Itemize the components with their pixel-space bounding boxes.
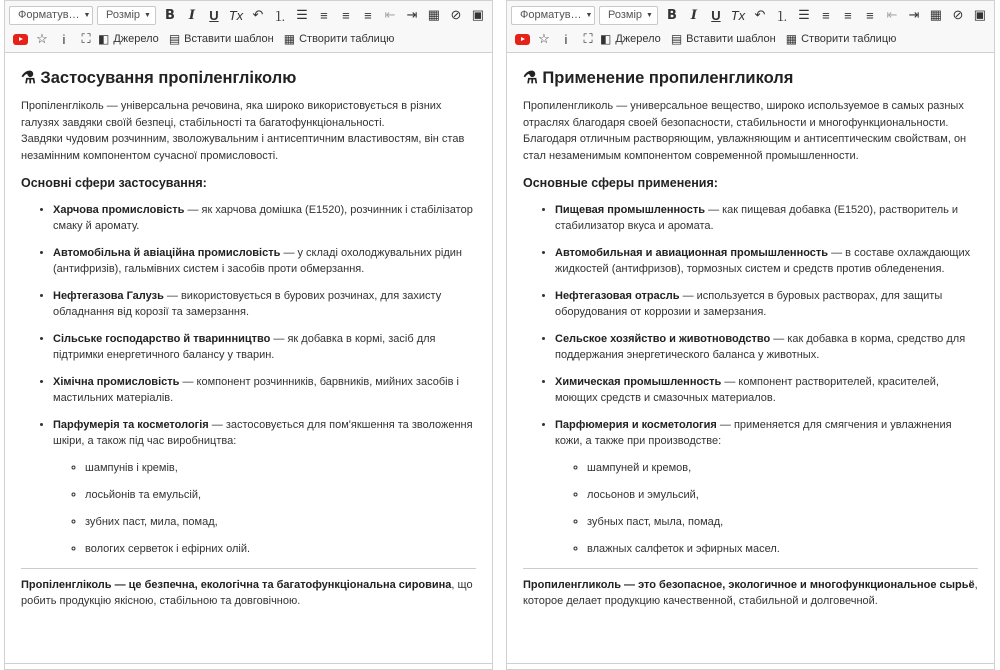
create-table-label: Створити таблицю <box>801 33 897 45</box>
image-button[interactable]: ▣ <box>973 7 987 22</box>
intro-line: Завдяки чудовим розчинним, зволожувальним і антисептичним властивостям, він став незамінним компонентом сучасної промисловості. <box>21 133 465 162</box>
bullet-list-button[interactable]: ☰ <box>798 7 810 22</box>
size-dropdown-label: Розмір <box>608 9 643 21</box>
application-list <box>21 202 476 558</box>
template-icon: ▤ <box>168 32 181 46</box>
sub-list-item: ◦ шампунів і кремів, <box>85 460 476 477</box>
table-button[interactable]: ▦ <box>929 7 943 22</box>
list-item: • Нефтегазовая отрасль — используется в буровых растворах, для защиты оборудования от коррозии и замерзания. <box>555 288 978 321</box>
sub-list <box>555 460 978 558</box>
size-dropdown[interactable] <box>97 6 156 25</box>
image-button[interactable]: ▣ <box>471 7 485 22</box>
divider <box>21 568 476 569</box>
source-label: Джерело <box>113 33 159 45</box>
bold-button[interactable]: B <box>164 7 175 23</box>
info-icon[interactable]: i <box>62 31 66 47</box>
list-item: • Сельское хозяйство и животноводство — как добавка в корма, средство для поддержания энергетического баланса у животных. <box>555 331 978 364</box>
template-label: Вставити шаблон <box>686 33 776 45</box>
align-right-button[interactable]: ≡ <box>364 7 372 23</box>
sub-list-item: ◦ вологих серветок і ефірних олій. <box>85 541 476 558</box>
align-left-button[interactable]: ≡ <box>320 7 328 23</box>
insert-template-button[interactable] <box>671 29 776 49</box>
sub-list-item: ◦ лосьонов и эмульсий, <box>587 487 978 504</box>
table-icon: ▦ <box>785 32 798 46</box>
content-title: ⚗ Застосування пропіленгліколю <box>21 69 297 87</box>
application-list <box>523 202 978 558</box>
remove-format-button[interactable]: Tx <box>730 7 746 23</box>
link-button[interactable]: ⊘ <box>952 7 964 22</box>
source-button[interactable] <box>98 29 159 49</box>
list-item: • Харчова промисловість — як харчова домішка (E1520), розчинник і стабілізатор смаку й аромату. <box>53 202 476 235</box>
underline-button[interactable]: U <box>711 7 721 23</box>
numbered-list-button[interactable]: ⒈ <box>775 8 789 24</box>
align-right-button[interactable]: ≡ <box>866 7 874 23</box>
link-button[interactable]: ⊘ <box>450 7 462 22</box>
format-dropdown-label: Форматув… <box>18 9 80 21</box>
underline-button[interactable]: U <box>209 7 219 23</box>
size-dropdown-label: Розмір <box>106 9 141 21</box>
source-label: Джерело <box>615 33 661 45</box>
fullscreen-icon[interactable]: ⛶ <box>81 31 91 46</box>
content-title: ⚗ Применение пропиленгликоля <box>523 69 794 87</box>
outdent-button[interactable]: ⇤ <box>384 7 396 22</box>
undo-button[interactable]: ↶ <box>252 7 264 22</box>
source-icon: ◧ <box>600 32 612 46</box>
source-button[interactable] <box>600 29 661 49</box>
chevron-down-icon: ▼ <box>144 11 151 19</box>
sub-list-item: ◦ зубных паст, мыла, помад, <box>587 514 978 531</box>
intro-paragraph <box>21 98 476 164</box>
editor-panel-ukrainian <box>4 0 493 670</box>
create-table-label: Створити таблицю <box>299 33 395 45</box>
list-item: • Пищевая промышленность — как пищевая добавка (E1520), растворитель и стабилизатор вкуса и аромата. <box>555 202 978 235</box>
editor-toolbar <box>507 1 994 53</box>
undo-button[interactable]: ↶ <box>754 7 766 22</box>
list-item: • Парфюмерия и косметология — применяется для смягчения и увлажнения кожи, а также при производстве: ◦ шампуней и кремов, ◦ лосьонов и эмульсий, ◦ зубных паст, мыла, помад, ◦ влажных салфеток и эфирных масел. <box>555 417 978 558</box>
star-icon[interactable]: ☆ <box>538 31 550 46</box>
create-table-button[interactable] <box>284 29 395 49</box>
table-button[interactable]: ▦ <box>427 7 441 22</box>
sub-list-item: ◦ лосьйонів та емульсій, <box>85 487 476 504</box>
create-table-button[interactable] <box>786 29 897 49</box>
italic-button[interactable]: I <box>690 7 697 23</box>
youtube-icon[interactable] <box>13 34 28 45</box>
indent-button[interactable]: ⇥ <box>406 7 418 22</box>
outdent-button[interactable]: ⇤ <box>886 7 898 22</box>
editor-content[interactable] <box>507 53 994 610</box>
intro-paragraph <box>523 98 978 164</box>
insert-template-button[interactable] <box>169 29 274 49</box>
footer-paragraph: Пропиленгликоль — это безопасное, экологичное и многофункциональное сырьё, которое делает продукцию качественной, стабильной и долговечной. <box>523 578 978 607</box>
section-title: Основные сферы применения: <box>523 176 718 190</box>
chevron-down-icon: ▼ <box>83 11 91 19</box>
format-dropdown[interactable] <box>511 6 595 25</box>
numbered-list-button[interactable]: ⒈ <box>273 8 287 24</box>
chevron-down-icon: ▼ <box>646 11 653 19</box>
footer-paragraph: Пропіленгліколь — це безпечна, екологічна та багатофункціональна сировина, що робить продукцію якісною, стабільною та довговічною. <box>21 578 473 607</box>
fullscreen-icon[interactable]: ⛶ <box>583 31 593 46</box>
format-dropdown-label: Форматув… <box>520 9 582 21</box>
editor-toolbar <box>5 1 492 53</box>
list-item: • Нефтегазова Галузь — використовується в бурових розчинах, для захисту обладнання від корозії та замерзання. <box>53 288 476 321</box>
youtube-icon[interactable] <box>515 34 530 45</box>
info-icon[interactable]: i <box>564 31 568 47</box>
sub-list-item: ◦ зубних паст, мила, помад, <box>85 514 476 531</box>
chevron-down-icon: ▼ <box>585 11 593 19</box>
sub-list-item: ◦ влажных салфеток и эфирных масел. <box>587 541 978 558</box>
editor-content[interactable] <box>5 53 492 610</box>
remove-format-button[interactable]: Tx <box>228 7 244 23</box>
list-item: • Автомобільна й авіаційна промисловість — у складі охолоджувальних рідин (антифризів), гальмівних систем і засобів проти обмерзання. <box>53 245 476 278</box>
status-bar <box>507 663 994 670</box>
intro-line: Пропиленгликоль — универсальное вещество, широко используемое в самых разных отраслях благодаря своей безопасности, стабильности и многофункциональности. <box>523 100 964 129</box>
status-bar <box>5 663 492 670</box>
star-icon[interactable]: ☆ <box>36 31 48 46</box>
editor-panel-russian <box>506 0 995 670</box>
list-item: • Химическая промышленность — компонент растворителей, красителей, моющих средств и смазочных материалов. <box>555 374 978 407</box>
intro-line: Благодаря отличным растворяющим, увлажняющим и антисептическим свойствам, он стал незаменимым компонентом современной промышленности. <box>523 133 967 162</box>
table-icon: ▦ <box>283 32 296 46</box>
source-icon: ◧ <box>98 32 110 46</box>
template-label: Вставити шаблон <box>184 33 274 45</box>
bullet-list-button[interactable]: ☰ <box>296 7 308 22</box>
bold-button[interactable]: B <box>666 7 677 23</box>
list-item: • Парфумерія та косметологія — застосовується для пом'якшення та зволоження шкіри, а також під час виробництва: ◦ шампунів і кремів, ◦ лосьйонів та емульсій, ◦ зубних паст, мила, помад, ◦ вологих серветок і ефірних олій. <box>53 417 476 558</box>
intro-line: Пропіленгліколь — універсальна речовина, яка широко використовується в різних галузях завдяки своїй безпеці, стабільності та багатофункціональності. <box>21 100 442 129</box>
italic-button[interactable]: I <box>188 7 195 23</box>
sub-list-item: ◦ шампуней и кремов, <box>587 460 978 477</box>
sub-list <box>53 460 476 558</box>
size-dropdown[interactable] <box>599 6 658 25</box>
divider <box>523 568 978 569</box>
list-item: • Сільське господарство й тваринництво — як добавка в кормі, засіб для підтримки енергетичного балансу у тварин. <box>53 331 476 364</box>
indent-button[interactable]: ⇥ <box>908 7 920 22</box>
align-center-button[interactable]: ≡ <box>844 7 852 23</box>
template-icon: ▤ <box>670 32 683 46</box>
align-left-button[interactable]: ≡ <box>822 7 830 23</box>
list-item: • Автомобильная и авиационная промышленность — в составе охлаждающих жидкостей (антифризов), тормозных систем и средств против обледенения. <box>555 245 978 278</box>
format-dropdown[interactable] <box>9 6 93 25</box>
list-item: • Хімічна промисловість — компонент розчинників, барвників, мийних засобів і мастильних матеріалів. <box>53 374 476 407</box>
section-title: Основні сфери застосування: <box>21 176 207 190</box>
align-center-button[interactable]: ≡ <box>342 7 350 23</box>
